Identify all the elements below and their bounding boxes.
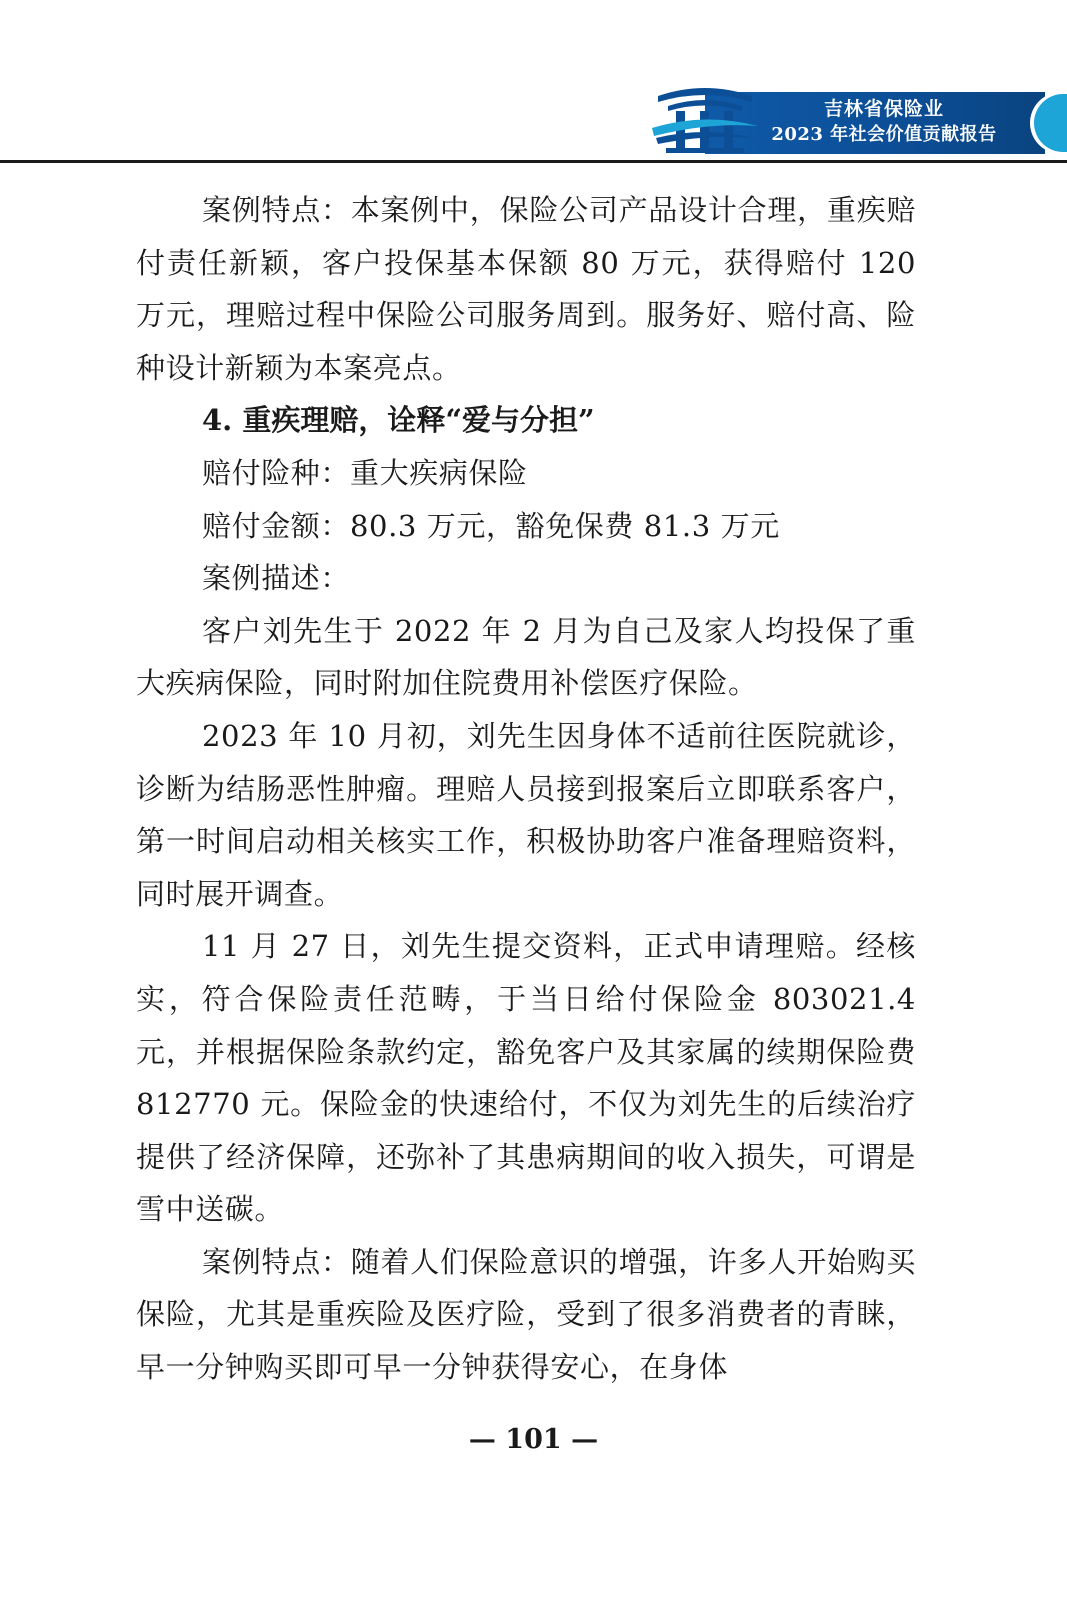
report-title-line1: 吉林省保险业 bbox=[823, 98, 944, 120]
report-title-line2: 2023 年社会价值贡献报告 bbox=[771, 124, 997, 145]
claim-type-line: 赔付险种：重大疾病保险 bbox=[202, 455, 528, 490]
page-number: — 101 — bbox=[468, 1424, 599, 1455]
claim-amount-line: 赔付金额：80.3 万元，豁免保费 81.3 万元 bbox=[202, 508, 780, 543]
page-body bbox=[136, 184, 916, 1394]
case-description-paragraph-1: 客户刘先生于 2022 年 2 月为自己及家人均投保了重大疾病保险，同时附加住院费用补偿医疗保险。 bbox=[136, 613, 916, 701]
case-feature-paragraph-2: 案例特点：随着人们保险意识的增强，许多人开始购买保险，尤其是重疾险及医疗险，受到了很多消费者的青睐，早一分钟购买即可早一分钟获得安心，在身体 bbox=[136, 1244, 916, 1385]
case-description-paragraph-3: 11 月 27 日，刘先生提交资料，正式申请理赔。经核实，符合保险责任范畴，于当日给付保险金 803021.4 元，并根据保险条款约定，豁免客户及其家属的续期保险费 812770 元。保险金的快速给付，不仅为刘先生的后续治疗提供了经济保障，还弥补了其患病期间的收入损失，可谓是雪中送碳。 bbox=[136, 929, 916, 1227]
report-title bbox=[738, 97, 1030, 147]
header-divider bbox=[0, 160, 1067, 163]
page-header bbox=[0, 0, 1067, 170]
section-heading: 4. 重疾理赔，诠释“爱与分担” bbox=[202, 403, 595, 438]
case-description-paragraph-2: 2023 年 10 月初，刘先生因身体不适前往医院就诊，诊断为结肠恶性肿瘤。理赔人员接到报案后立即联系客户，第一时间启动相关核实工作，积极协助客户准备理赔资料，同时展开调查。 bbox=[136, 718, 916, 911]
case-description-label: 案例描述： bbox=[202, 561, 351, 596]
case-feature-paragraph-1: 案例特点：本案例中，保险公司产品设计合理，重疾赔付责任新颖，客户投保基本保额 80 万元，获得赔付 120 万元，理赔过程中保险公司服务周到。服务好、赔付高、险种设计新颖为本案亮点。 bbox=[136, 193, 916, 385]
